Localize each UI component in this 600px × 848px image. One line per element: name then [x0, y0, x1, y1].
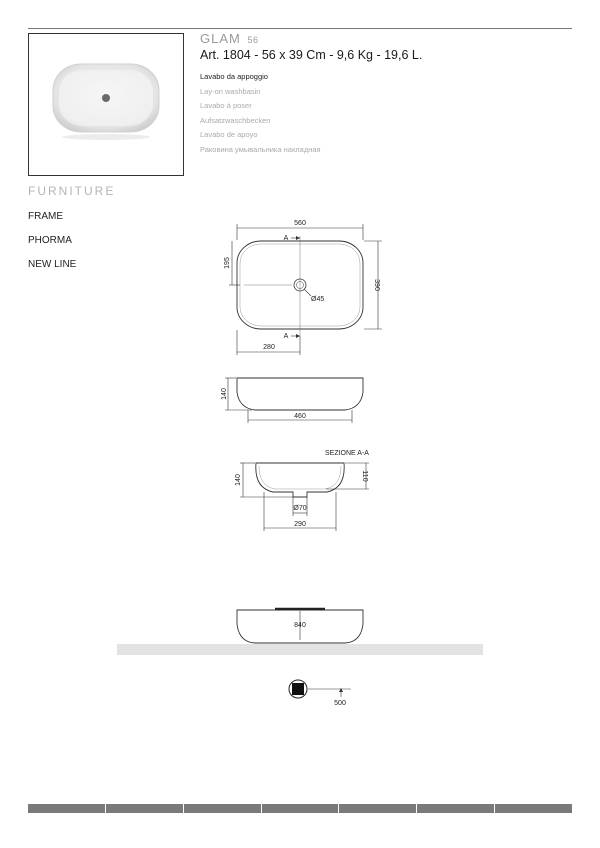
- side-base-label: 460: [294, 413, 306, 420]
- article-line: Art. 1804 - 56 x 39 Cm - 9,6 Kg - 19,6 L.: [200, 48, 423, 62]
- sidebar-item-new-line[interactable]: NEW LINE: [28, 259, 77, 270]
- side-height-label: 140: [221, 388, 228, 400]
- drain-diameter-label: Ø45: [311, 296, 325, 303]
- section-height-label: 140: [235, 474, 242, 486]
- drain-pipe-symbol: [289, 680, 351, 698]
- section-mark-top: A: [283, 235, 289, 242]
- section-mark-bottom: A: [283, 333, 289, 340]
- countertop-slab: [117, 644, 483, 655]
- sidebar-heading: FURNITURE: [28, 184, 116, 198]
- section-title: SEZIONE A-A: [325, 450, 369, 457]
- description-en: Lay-on washbasin: [200, 87, 261, 96]
- footer-bar: [28, 804, 572, 813]
- dim-width-label: 560: [294, 220, 306, 227]
- section-base-label: 290: [294, 521, 306, 528]
- sidebar-item-phorma[interactable]: PHORMA: [28, 235, 72, 246]
- description-it: Lavabo da appoggio: [200, 72, 268, 81]
- sidebar-item-frame[interactable]: FRAME: [28, 211, 63, 222]
- top-view: [229, 224, 382, 355]
- install-height-label: 840: [294, 622, 306, 629]
- section-drain-label: Ø70: [293, 505, 307, 512]
- section-inner-height-label: 110: [361, 470, 368, 482]
- dim-half-width-label: 280: [263, 344, 275, 351]
- dim-half-depth-label: 195: [224, 257, 231, 269]
- pipe-height-label: 500: [334, 700, 346, 707]
- description-de: Aufsatzwaschbecken: [200, 116, 271, 125]
- product-name: GLAM: [200, 31, 241, 46]
- description-fr: Lavabo à poser: [200, 101, 252, 110]
- dim-depth-label: 390: [373, 279, 380, 291]
- description-es: Lavabo de apoyo: [200, 130, 258, 139]
- product-size-code: 56: [247, 35, 259, 45]
- description-ru: Раковина умывальника накладная: [200, 145, 321, 154]
